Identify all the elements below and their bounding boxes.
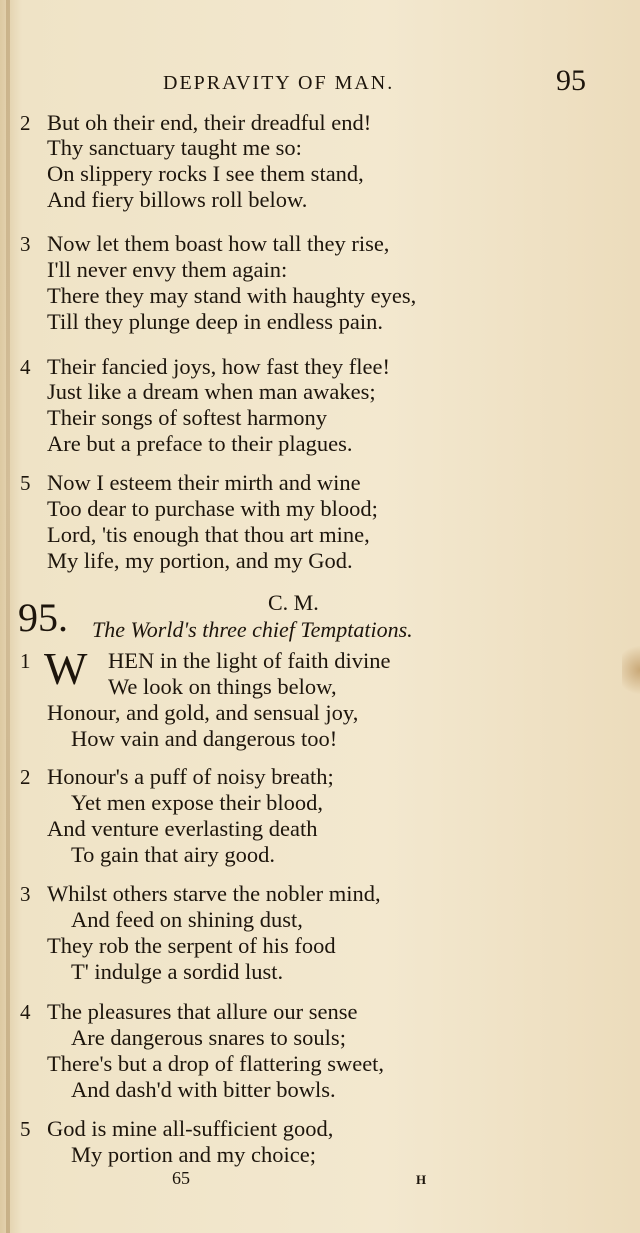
verse-line: Now I esteem their mirth and wine xyxy=(47,470,361,495)
verse-line: Are but a preface to their plagues. xyxy=(47,431,353,456)
verse-line: Lord, 'tis enough that thou art mine, xyxy=(47,522,370,547)
verse-number: 1 xyxy=(20,649,31,673)
verse-line: And dash'd with bitter bowls. xyxy=(71,1077,336,1102)
verse-line: And fiery billows roll below. xyxy=(47,187,308,212)
verse-number: 5 xyxy=(20,1117,31,1141)
verse-line: God is mine all-sufficient good, xyxy=(47,1116,334,1141)
verse-line: I'll never envy them again: xyxy=(47,257,288,282)
verse-line: Yet men expose their blood, xyxy=(71,790,324,815)
verse-line: HEN in the light of faith divine xyxy=(108,648,391,673)
verse-number: 3 xyxy=(20,882,31,906)
verse-line: Now let them boast how tall they rise, xyxy=(47,231,390,256)
page-gutter-shadow xyxy=(6,0,10,1233)
hymn-title: The World's three chief Temptations. xyxy=(92,617,413,642)
verse-line: Just like a dream when man awakes; xyxy=(47,379,376,404)
verse-number: 5 xyxy=(20,471,31,495)
verse-line: There's but a drop of flattering sweet, xyxy=(47,1051,385,1076)
verse-number: 2 xyxy=(20,765,31,789)
verse-number: 2 xyxy=(20,111,31,135)
verse-line: They rob the serpent of his food xyxy=(47,933,336,958)
verse-line: My portion and my choice; xyxy=(71,1142,316,1167)
verse-line: My life, my portion, and my God. xyxy=(47,548,353,573)
signature-letter: H xyxy=(416,1172,427,1187)
hymn-number: 95. xyxy=(18,595,68,640)
verse-number: 4 xyxy=(20,1000,31,1024)
page-number: 95 xyxy=(556,64,586,97)
verse-line: How vain and dangerous too! xyxy=(71,726,338,751)
verse-line: Their fancied joys, how fast they flee! xyxy=(47,354,390,379)
verse-number: 3 xyxy=(20,232,31,256)
verse-line: Whilst others starve the nobler mind, xyxy=(47,881,381,906)
signature-number: 65 xyxy=(172,1168,190,1188)
running-head: DEPRAVITY OF MAN. xyxy=(163,72,395,94)
verse-line: But oh their end, their dreadful end! xyxy=(47,110,372,135)
verse-line: We look on things below, xyxy=(108,674,337,699)
verse-line: Honour, and gold, and sensual joy, xyxy=(47,700,359,725)
verse-line: There they may stand with haughty eyes, xyxy=(47,283,417,308)
verse-line: Too dear to purchase with my blood; xyxy=(47,496,378,521)
verse-line: Thy sanctuary taught me so: xyxy=(47,135,302,160)
page-header xyxy=(0,64,640,98)
verse-line: Honour's a puff of noisy breath; xyxy=(47,764,334,789)
verse-line: On slippery rocks I see them stand, xyxy=(47,161,364,186)
verse-line: Are dangerous snares to souls; xyxy=(71,1025,346,1050)
page-stain xyxy=(622,640,640,700)
verse-number: 4 xyxy=(20,355,31,379)
verse-line: To gain that airy good. xyxy=(71,842,276,867)
drop-cap: W xyxy=(44,643,88,694)
verse-line: Till they plunge deep in endless pain. xyxy=(47,309,384,334)
verse-line: And venture everlasting death xyxy=(47,816,318,841)
verse-line: T' indulge a sordid lust. xyxy=(71,959,284,984)
hymn-meter: C. M. xyxy=(268,590,319,615)
verse-line: Their songs of softest harmony xyxy=(47,405,327,430)
verse-line: The pleasures that allure our sense xyxy=(47,999,358,1024)
verse-line: And feed on shining dust, xyxy=(71,907,303,932)
